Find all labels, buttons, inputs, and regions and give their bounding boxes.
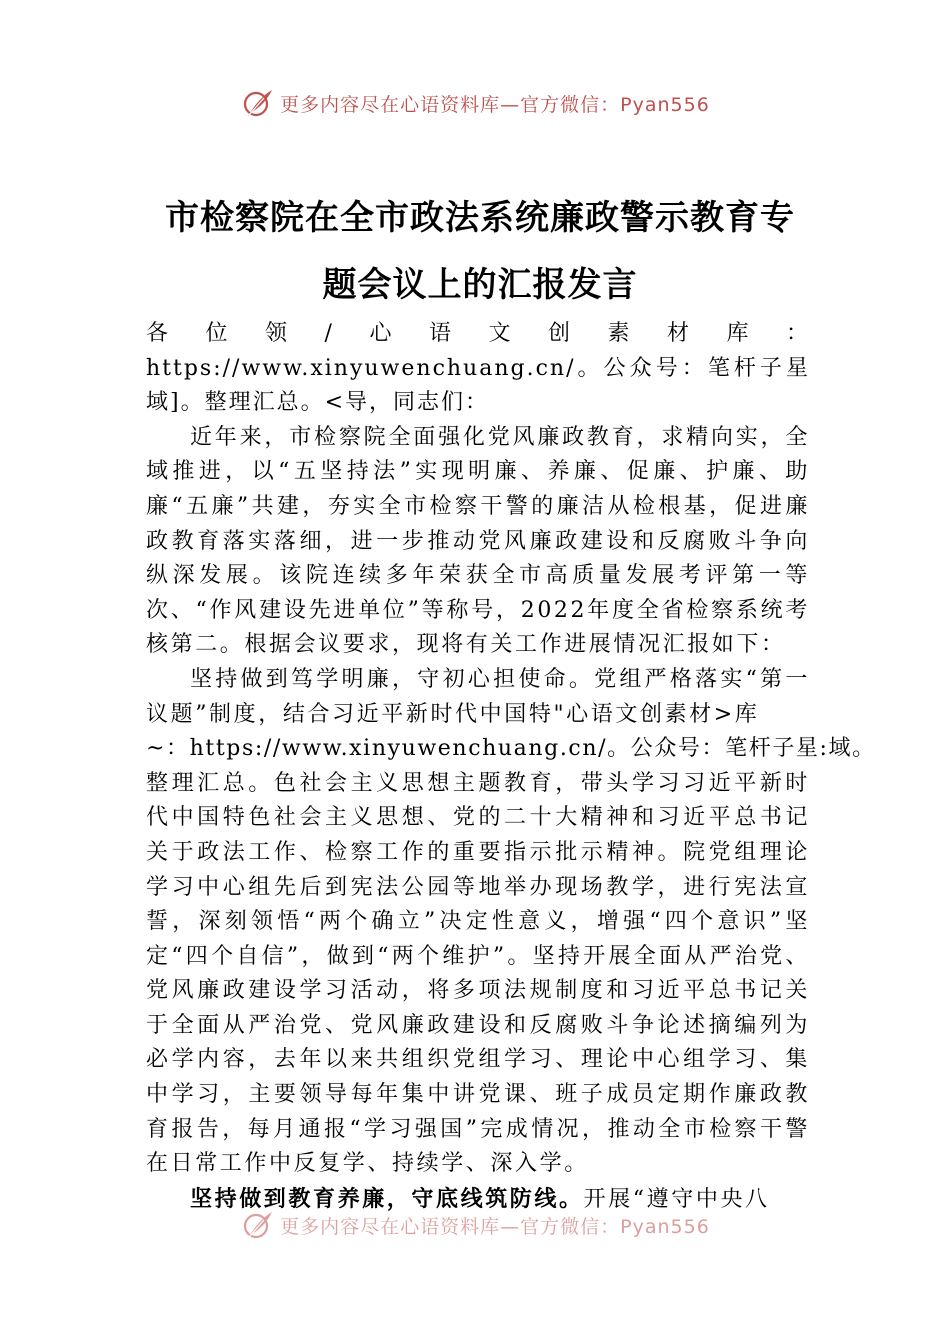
watermark-text: 更多内容尽在心语资料库—官方微信：Pyan556 [280,1215,710,1238]
paragraph-education-lead: 坚持做到教育养廉，守底线筑防线。 [190,1185,584,1212]
watermark-bottom [0,1208,950,1242]
paragraph-study-part-1: 坚持做到笃学明廉，守初心担使命。党组严格落实“第一议题”制度，结合习近平新时代中国特"心语文创素材>库 [146,666,810,727]
paragraph-intro: 近年来，市检察院全面强化党风廉政教育，求精向实，全域推进，以“五坚持法”实现明廉、养廉、促廉、护廉、助廉“五廉”共建，夯实全市检察干警的廉洁从检根基，促进廉政教育落实落细，进一步推动党风廉政建设和反腐败斗争向纵深发展。该院连续多年荣获全市高质量发展考评第一等次、“作风建设先进单位”等称号，2022年度全省检察系统考核第二。根据会议要求，现将有关工作进展情况汇报如下： [146,424,810,658]
feather-pen-logo-icon [240,86,274,120]
document-body [146,317,876,1217]
paragraph-study-part-2: 整理汇总。色社会主义思想主题教育，带头学习习近平新时代中国特色社会主义思想、党的二十大精神和习近平总书记关于政法工作、检察工作的重要指示批示精神。院党组理论学习中心组先后到宪法公园等地举办现场教学，进行宪法宣誓，深刻领悟“两个确立”决定性意义，增强“四个意识”坚定“四个自信”，做到“两个维护”。坚持开展全面从严治党、党风廉政建设学习活动，将多项法规制度和习近平总书记关于全面从严治党、党风廉政建设和反腐败斗争论述摘编列为必学内容，去年以来共组织党组学习、理论中心组学习、集中学习，主要领导每年集中讲党课、班子成员定期作廉政教育报告，每月通报“学习强国”完成情况，推动全市检察干警在日常工作中反复学、持续学、深入学。 [146,770,810,1177]
document-title-line-2: 题会议上的汇报发言 [322,265,638,305]
paragraph-study-url-line: ~：https://www.xinyuwenchuang.cn/。公众号：笔杆子星:域。 [146,736,876,762]
paragraph-education-text: 开展“遵守中央八 [583,1186,770,1212]
watermark-text: 更多内容尽在心语资料库—官方微信：Pyan556 [280,93,710,116]
feather-pen-logo-icon [240,1208,274,1242]
salutation: 各位领/心语文创素材库：https://www.xinyuwenchuang.cn/。公众号：笔杆子星域]。整理汇总。<导，同志们： [146,321,810,416]
watermark-top [0,86,950,120]
document-title-line-1: 市检察院在全市政法系统廉政警示教育专 [165,198,795,238]
